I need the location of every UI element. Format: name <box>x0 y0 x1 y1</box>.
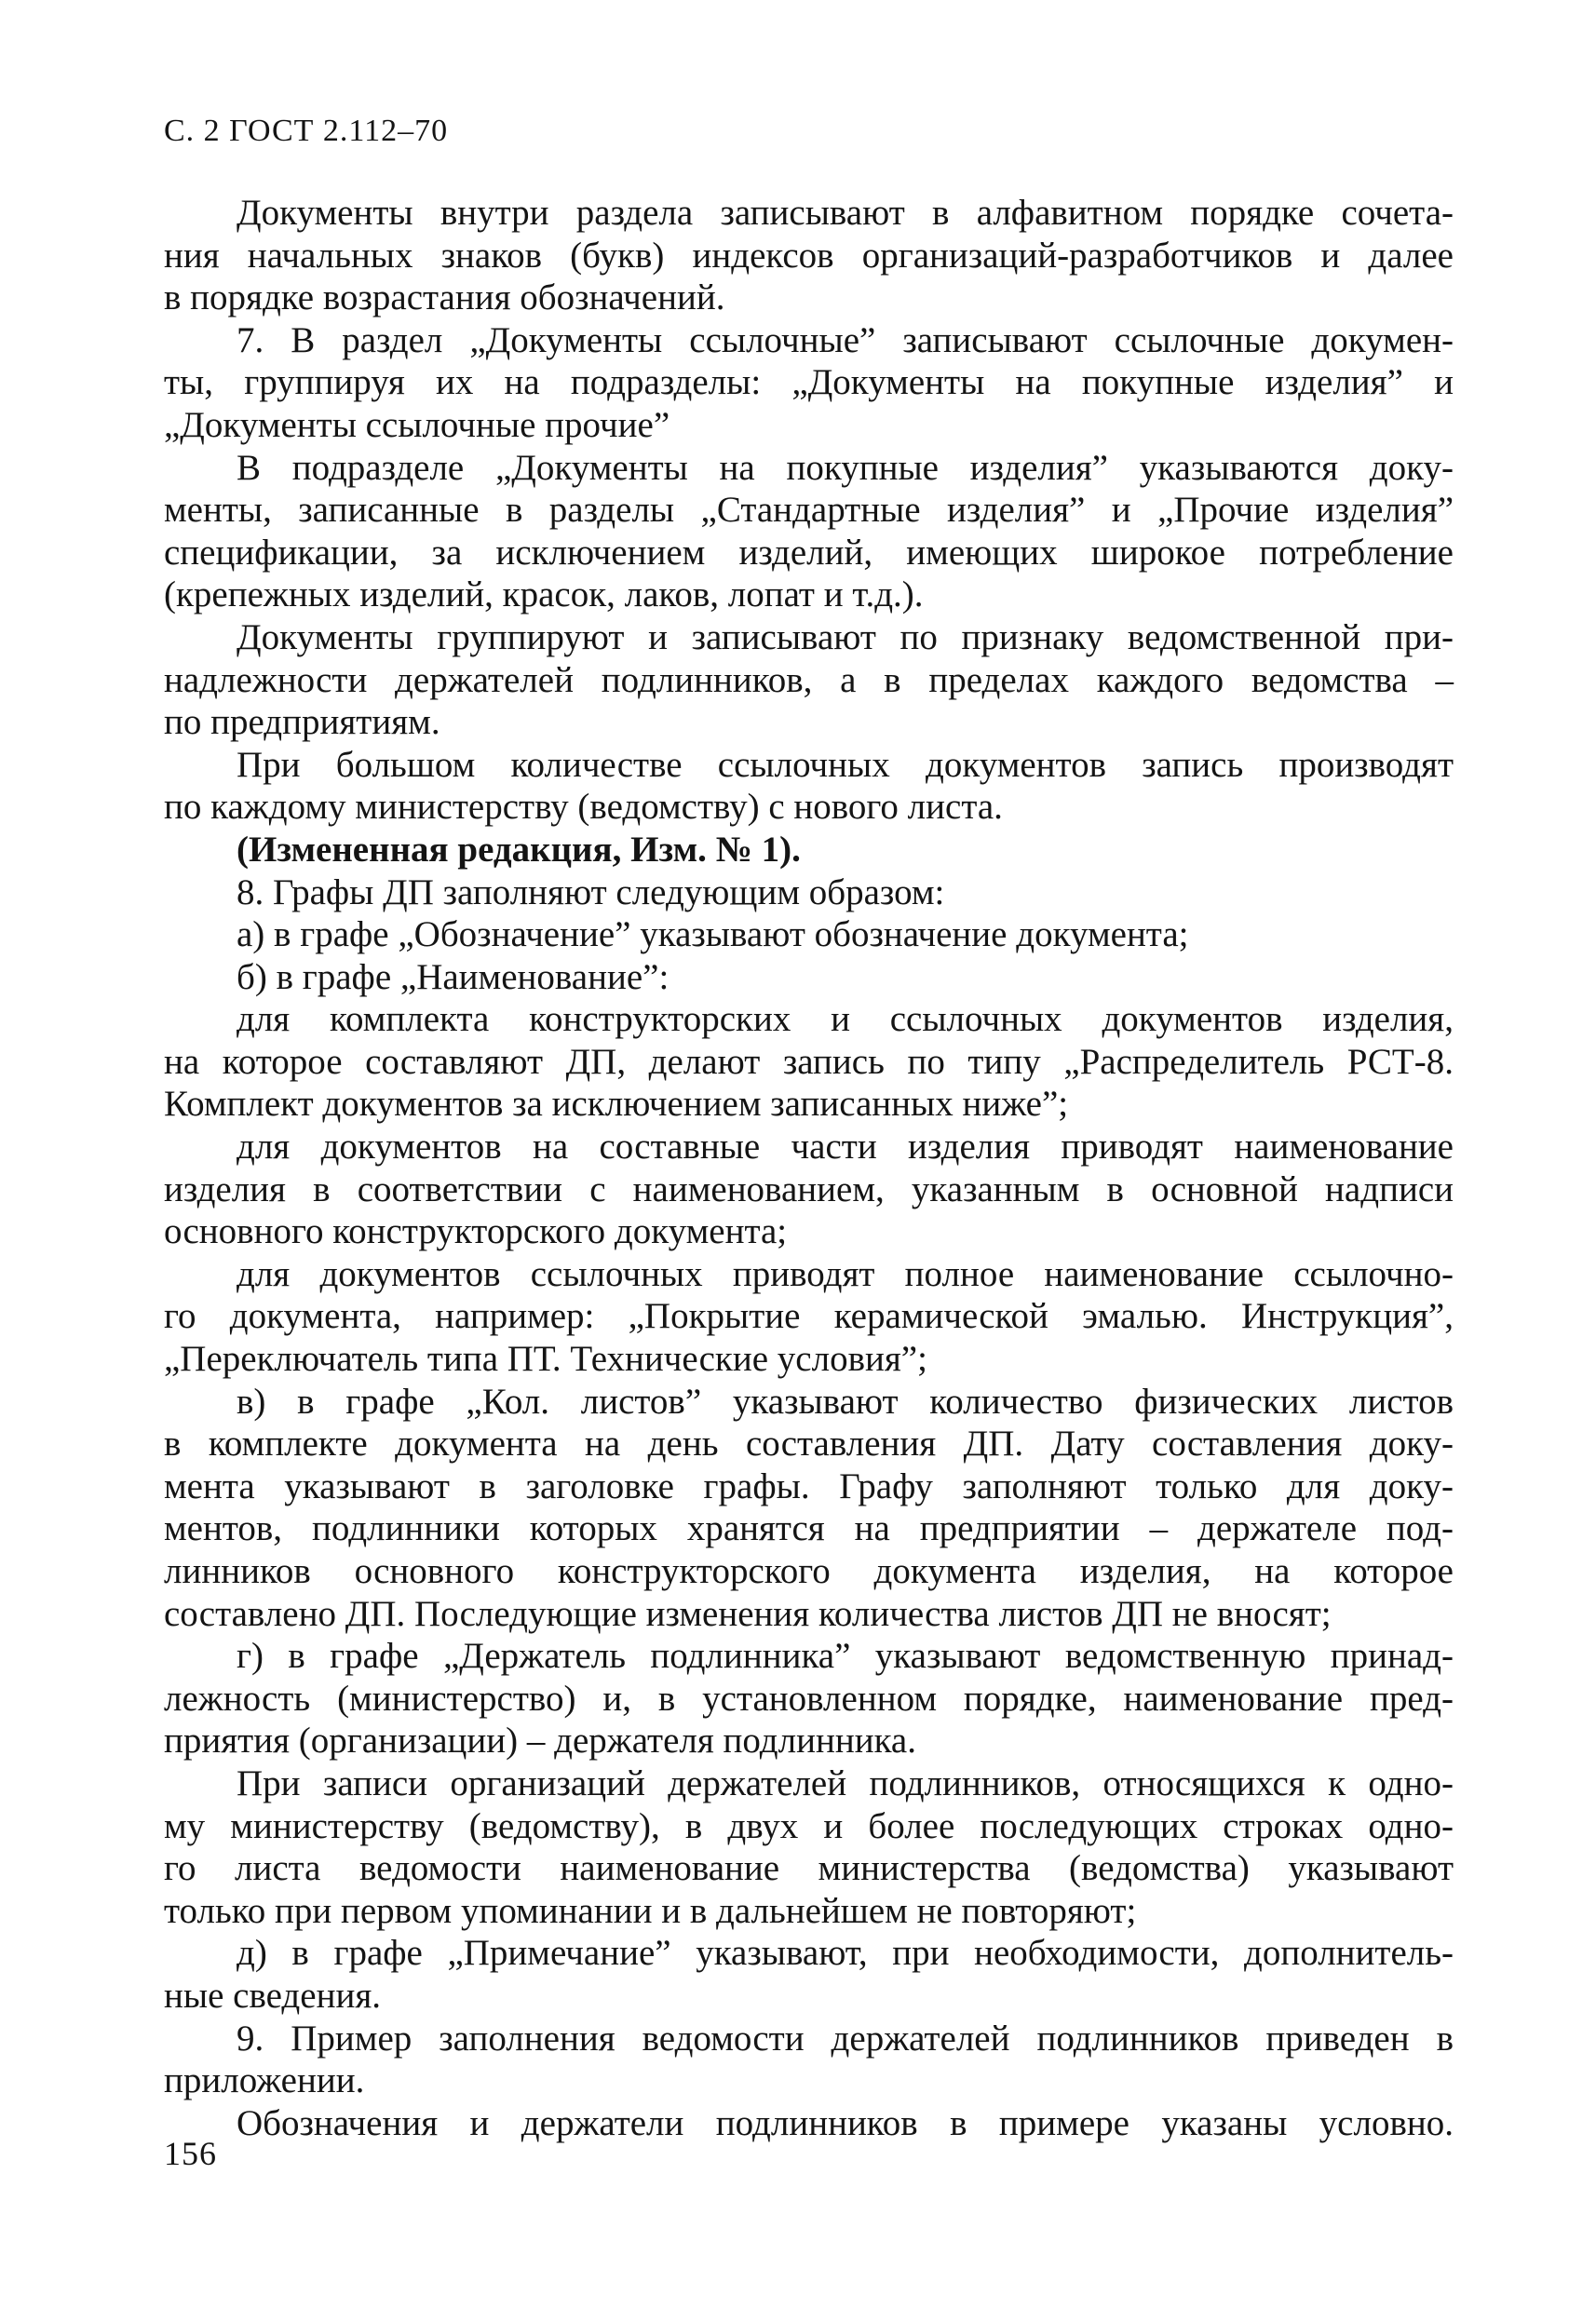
text-line: в комплекте документа на день составления ДП. Дату составления доку- <box>164 1424 1454 1465</box>
text-line: линников основного конструкторского документа изделия, на которое <box>164 1551 1454 1591</box>
text-line: надлежности держателей подлинников, а в пределах каждого ведомства – <box>164 659 1454 700</box>
text-line: му министерству (ведомству), в двух и более последующих строках одно- <box>164 1805 1454 1846</box>
text-line: В подразделе „Документы на покупные изделия” указываются доку- <box>237 447 1454 488</box>
text-line: При записи организаций держателей подлинников, относящихся к одно- <box>237 1762 1454 1803</box>
text-line: Документы группируют и записывают по признаку ведомственной при- <box>237 616 1454 657</box>
text-line: по каждому министерству (ведомству) с нового листа. <box>164 787 1003 828</box>
text-line: д) в графе „Примечание” указывают, при необходимости, дополнитель- <box>237 1933 1454 1974</box>
text-line: ные сведения. <box>164 1975 382 2016</box>
text-line: ния начальных знаков (букв) индексов организаций-разработчиков и далее <box>164 235 1454 276</box>
text-line: по предприятиям. <box>164 702 440 743</box>
text-line: ментов, подлинники которых хранятся на предприятии – держателе под- <box>164 1508 1454 1549</box>
document-body <box>164 192 1454 2144</box>
page-number: 156 <box>164 2135 217 2172</box>
text-line: 9. Пример заполнения ведомости держателей подлинников приведен в <box>237 2018 1454 2059</box>
text-line: для документов на составные части изделия приводят наименование <box>237 1127 1454 1168</box>
text-line: для комплекта конструкторских и ссылочных документов изделия, <box>237 999 1454 1040</box>
text-line: 7. В раздел „Документы ссылочные” записывают ссылочные докумен- <box>237 319 1454 360</box>
text-line: (крепежных изделий, красок, лаков, лопат и т.д.). <box>164 574 924 615</box>
text-line: на которое составляют ДП, делают запись по типу „Распределитель РСТ-8. <box>164 1041 1454 1082</box>
text-line: При большом количестве ссылочных документов запись производят <box>237 744 1454 785</box>
text-line: (Измененная редакция, Изм. № 1). <box>237 829 801 870</box>
text-line: го документа, например: „Покрытие керамической эмалью. Инструкция”, <box>164 1296 1454 1337</box>
text-line: Комплект документов за исключением записанных ниже”; <box>164 1084 1069 1125</box>
text-line: г) в графе „Держатель подлинника” указывают ведомственную принад- <box>237 1636 1454 1677</box>
text-line: основного конструкторского документа; <box>164 1211 788 1252</box>
text-line: Документы внутри раздела записывают в алфавитном порядке сочета- <box>237 193 1454 233</box>
page-header: С. 2 ГОСТ 2.112–70 <box>164 114 449 148</box>
text-line: изделия в соответствии с наименованием, указанным в основной надписи <box>164 1168 1454 1209</box>
text-line: в) в графе „Кол. листов” указывают количество физических листов <box>237 1381 1454 1422</box>
text-line: ты, группируя их на подразделы: „Документы на покупные изделия” и <box>164 362 1454 403</box>
text-line: приложении. <box>164 2060 365 2101</box>
text-line: 8. Графы ДП заполняют следующим образом: <box>237 871 945 912</box>
text-line: менты, записанные в разделы „Стандартные изделия” и „Прочие изделия” <box>164 490 1454 531</box>
text-line: спецификации, за исключением изделий, имеющих широкое потребление <box>164 532 1454 573</box>
text-line: лежность (министерство) и, в установленном порядке, наименование пред- <box>164 1678 1454 1719</box>
text-line: Обозначения и держатели подлинников в примере указаны условно. <box>237 2102 1454 2143</box>
text-line: для документов ссылочных приводят полное наименование ссылочно- <box>237 1253 1454 1294</box>
text-line: в порядке возрастания обозначений. <box>164 277 725 318</box>
text-line: го листа ведомости наименование министерства (ведомства) указывают <box>164 1848 1454 1889</box>
text-line: б) в графе „Наименование”: <box>237 956 670 997</box>
text-line: „Переключатель типа ПТ. Технические условия”; <box>164 1339 927 1380</box>
text-line: составлено ДП. Последующие изменения количества листов ДП не вносят; <box>164 1593 1332 1634</box>
text-line: мента указывают в заголовке графы. Графу заполняют только для доку- <box>164 1465 1454 1506</box>
text-line: только при первом упоминании и в дальнейшем не повторяют; <box>164 1890 1137 1931</box>
text-line: приятия (организации) – держателя подлинника. <box>164 1721 916 1762</box>
text-line: а) в графе „Обозначение” указывают обозначение документа; <box>237 914 1189 955</box>
text-line: „Документы ссылочные прочие” <box>164 404 670 445</box>
